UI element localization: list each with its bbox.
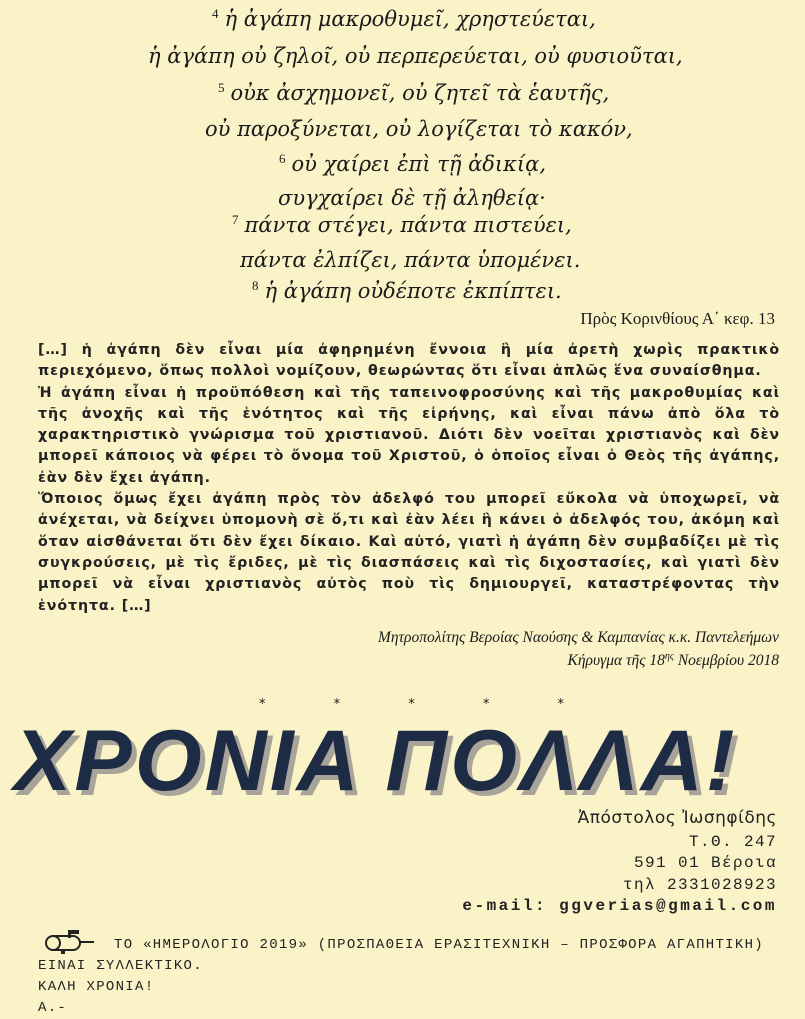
contact-email: e-mail: ggverias@gmail.com bbox=[462, 897, 777, 915]
contact-phone: τηλ 2331028923 bbox=[622, 875, 777, 894]
sermon-paragraph: Ἡ ἀγάπη εἶναι ἡ προϋπόθεση καὶ τῆς ταπεινοφροσύνης καὶ τῆς μακροθυμίας καὶ τῆς ἀνοχῆς καὶ τῆς ἑνότητος καὶ τῆς εἰρήνης, καὶ εἶναι πάνω ἀπὸ ὅλα τὸ χαρακτηριστικὸ γνώρισμα τοῦ χριστιανοῦ. Διότι δὲν νοεῖται χριστιανὸς καὶ δὲν μπορεῖ κάποιος νὰ φέρει τὸ ὄνομα τοῦ Χριστοῦ, ὁ ὁποῖος εἶναι ὁ Θεὸς τῆς ἀγάπης, ἐὰν δὲν ἔχει ἀγάπη. bbox=[38, 384, 780, 486]
verse-number: 7 bbox=[232, 212, 239, 227]
verse-text: ἡ ἀγάπη οὐδέποτε ἐκπίπτει. bbox=[264, 279, 562, 303]
poem-line bbox=[212, 6, 596, 31]
sermon-date-prefix: Κήρυγμα τῆς 18 bbox=[567, 652, 665, 670]
poem-line bbox=[279, 151, 546, 176]
verse-text: συγχαίρει δὲ τῇ ἀληθείᾳ· bbox=[278, 186, 546, 210]
signature-date bbox=[568, 651, 779, 670]
scripture-reference: Πρὸς Κορινθίους Α΄ κεφ. 13 bbox=[580, 309, 775, 328]
signature-author: Μητροπολίτης Βεροίας Ναούσης & Καμπανίας κ.κ. Παντελεήμων bbox=[377, 629, 779, 646]
verse-text: οὐ παροξύνεται, οὐ λογίζεται τὸ κακόν, bbox=[205, 117, 633, 141]
contact-city: 591 01 Βέροια bbox=[633, 854, 777, 872]
greeting-title: ΧΡΟΝΙΑ ΠΟΛΛΑ! bbox=[14, 713, 738, 809]
divider-stars: * * * * * bbox=[258, 697, 597, 712]
note-new-year: ΚΑΛΗ ΧΡΟΝΙΑ! bbox=[38, 979, 155, 995]
verse-number: 4 bbox=[212, 6, 219, 21]
poem-line bbox=[148, 44, 683, 68]
mailbox-icon bbox=[38, 930, 96, 954]
verse-text: ἡ ἀγάπη οὐ ζηλοῖ, οὐ περπερεύεται, οὐ φυσιοῦται, bbox=[148, 44, 683, 68]
verse-text: οὐκ ἀσχημονεῖ, οὐ ζητεῖ τὰ ἑαυτῆς, bbox=[230, 81, 610, 105]
poem-line bbox=[232, 212, 572, 237]
sermon-date-suffix: Νοεμβρίου 2018 bbox=[673, 652, 779, 670]
poem-line bbox=[218, 80, 609, 105]
poem-line bbox=[240, 248, 580, 272]
verse-text: πάντα στέγει, πάντα πιστεύει, bbox=[244, 213, 572, 237]
verse-text: οὐ χαίρει ἐπὶ τῇ ἀδικίᾳ, bbox=[291, 152, 547, 176]
verse-number: 8 bbox=[252, 278, 259, 293]
contact-name: Ἀπόστολος Ἰωσηφίδης bbox=[577, 808, 777, 828]
collector-note bbox=[38, 930, 780, 1019]
poem-line bbox=[252, 278, 562, 303]
verse-text: πάντα ἐλπίζει, πάντα ὑπομένει. bbox=[240, 248, 581, 272]
note-initial: Α.- bbox=[38, 1000, 68, 1016]
contact-block bbox=[462, 808, 777, 918]
verse-text: ἡ ἀγάπη μακροθυμεῖ, χρηστεύεται, bbox=[224, 7, 596, 31]
sermon-date-ordinal: ης bbox=[664, 651, 674, 662]
poem-line bbox=[278, 186, 546, 210]
verse-number: 6 bbox=[279, 151, 286, 166]
note-text: ΤΟ «ΗΜΕΡΟΛΟΓΙΟ 2019» (ΠΡΟΣΠΑΘΕΙΑ ΕΡΑΣΙΤΕΧΝΙΚΗ – ΠΡΟΣΦΟΡΑ ΑΓΑΠΗΤΙΚΗ) ΕΙΝΑΙ ΣΥΛΛΕΚΤΙΚΟ. bbox=[38, 937, 764, 974]
sermon-paragraph: Ὅποιος ὅμως ἔχει ἀγάπη πρὸς τὸν ἀδελφό του μπορεῖ εὔκολα νὰ ὑποχωρεῖ, νὰ ἀνέχεται, νὰ δείχνει ὑπομονὴ σὲ ὅ,τι καὶ ἐὰν λέει ἢ κάνει ὁ ἀδελφός του, ἀκόμη καὶ ὅταν αἰσθάνεται ὅτι δὲν ἔχει δίκαιο. Καὶ αὐτό, γιατὶ ἡ ἀγάπη δὲν συμβαδίζει μὲ τὶς συγκρούσεις, μὲ τὶς ἔριδες, μὲ τὶς διασπάσεις καὶ τὶς διχοστασίες, καὶ γιατὶ δὲν μπορεῖ νὰ εἶναι χριστιανὸς αὐτὸς ποὺ τὶς δημιουργεῖ, καταστρέφοντας τὴν ἑνότητα. […] bbox=[38, 491, 780, 614]
sermon-text bbox=[38, 340, 780, 617]
contact-po-box: Τ.Θ. 247 bbox=[688, 832, 777, 851]
poem-line bbox=[205, 117, 633, 141]
sermon-paragraph: […] ἡ ἀγάπη δὲν εἶναι μία ἀφηρημένη ἔννοια ἢ μία ἀρετὴ χωρὶς πρακτικὸ περιεχόμενο, ὅπως πολλοὶ νομίζουν, θεωρώντας ὅτι εἶναι ἁπλῶς ἕνα συναίσθημα. bbox=[38, 342, 780, 380]
verse-number: 5 bbox=[218, 80, 225, 95]
